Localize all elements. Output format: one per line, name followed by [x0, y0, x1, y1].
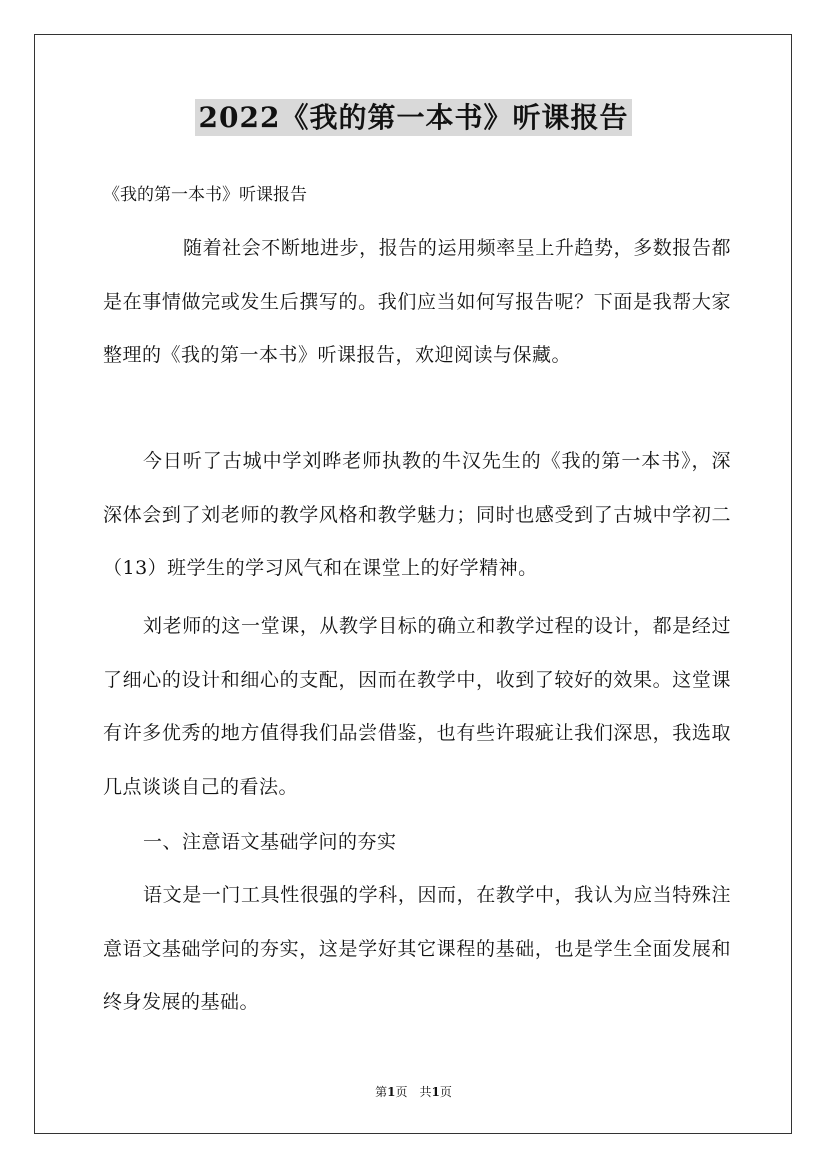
paragraph-lesson-design: 刘老师的这一堂课，从教学目标的确立和教学过程的设计，都是经过了细心的设计和细心的支配，因而在教学中，收到了较好的效果。这堂课有许多优秀的地方值得我们品尝借鉴，也有些许瑕疵让我们深思，我选取几点谈谈自己的看法。 — [103, 615, 731, 798]
paragraph-lesson-impression: 今日听了古城中学刘晔老师执教的牛汉先生的《我的第一本书》，深深体会到了刘老师的教学风格和教学魅力；同时也感受到了古城中学初二（13）班学生的学习风气和在课堂上的好学精神。 — [103, 450, 731, 579]
document-subtitle: 《我的第一本书》听课报告 — [103, 185, 307, 205]
document-title-container — [0, 96, 827, 136]
paragraph-intro: 随着社会不断地进步，报告的运用频率呈上升趋势，多数报告都是在事情做完或发生后撰写的。我们应当如何写报告呢？下面是我帮大家整理的《我的第一本书》听课报告，欢迎阅读与保藏。 — [103, 237, 731, 366]
section-heading-foundation: 一、注意语文基础学问的夯实 — [143, 831, 397, 853]
document-title: 2022《我的第一本书》听课报告 — [195, 99, 633, 136]
page-footer — [0, 1083, 827, 1100]
footer-page-total: 1 — [431, 1085, 440, 1099]
footer-page-mid: 页 共 — [395, 1085, 432, 1099]
footer-page-number: 1 — [387, 1085, 396, 1099]
footer-page-prefix: 第 — [375, 1085, 388, 1099]
paragraph-foundation: 语文是一门工具性很强的学科，因而，在教学中，我认为应当特殊注意语文基础学问的夯实，这是学好其它课程的基础，也是学生全面发展和终身发展的基础。 — [103, 884, 731, 1013]
footer-page-suffix: 页 — [439, 1085, 452, 1099]
